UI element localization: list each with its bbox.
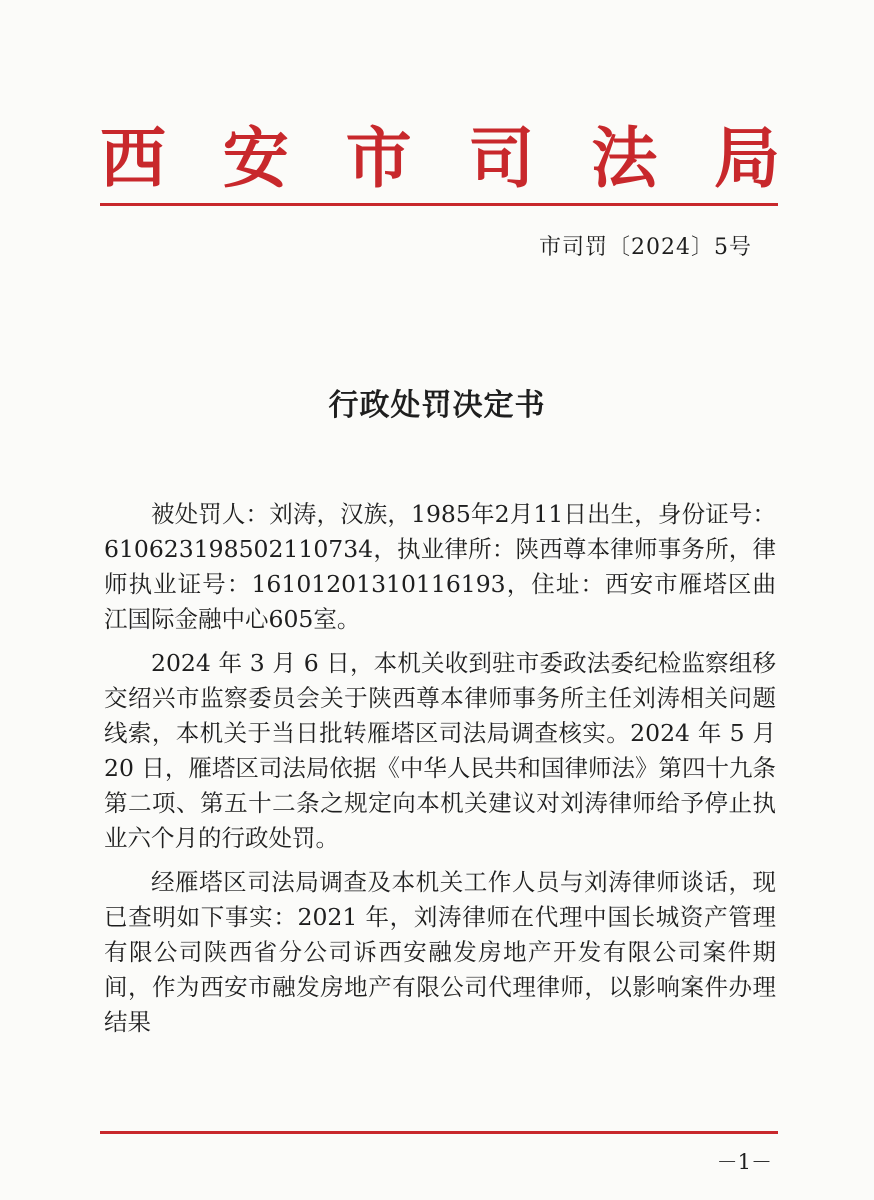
body-paragraph-respondent: 被处罚人：刘涛，汉族，1985年2月11日出生，身份证号：610623198502110734，执业律所：陕西尊本律师事务所，律师执业证号：16101201310116193，住址：西安市雁塔区曲江国际金融中心605室。 <box>104 500 776 633</box>
masthead-char: 法 <box>591 119 658 197</box>
body-paragraph-facts: 经雁塔区司法局调查及本机关工作人员与刘涛律师谈话，现已查明如下事实：2021 年，刘涛律师在代理中国长城资产管理有限公司陕西省分公司诉西安融发房地产开发有限公司案件期间，作为西安市融发房地产有限公司代理律师，以影响案件办理结果 <box>104 868 776 1036</box>
header-red-rule <box>100 203 778 206</box>
masthead-char: 西 <box>100 119 166 197</box>
masthead-char: 安 <box>222 119 289 197</box>
masthead-char: 司 <box>468 119 535 197</box>
document-body <box>104 497 776 1049</box>
document-number: 市司罚〔2024〕5号 <box>539 235 752 260</box>
page-number: －1－ <box>716 1150 772 1174</box>
masthead-char: 市 <box>345 119 412 197</box>
footer-red-rule <box>100 1131 778 1134</box>
masthead-char: 局 <box>713 119 780 197</box>
document-title: 行政处罚决定书 <box>328 388 546 423</box>
body-paragraph-background: 2024 年 3 月 6 日，本机关收到驻市委政法委纪检监察组移交绍兴市监察委员会关于陕西尊本律师事务所主任刘涛相关问题线索，本机关于当日批转雁塔区司法局调查核实。2024 年 5 月 20 日，雁塔区司法局依据《中华人民共和国律师法》第四十九条第二项、第五十二条之规定向本机关建议对刘涛律师给予停止执业六个月的行政处罚。 <box>104 649 776 852</box>
agency-masthead <box>100 118 780 198</box>
